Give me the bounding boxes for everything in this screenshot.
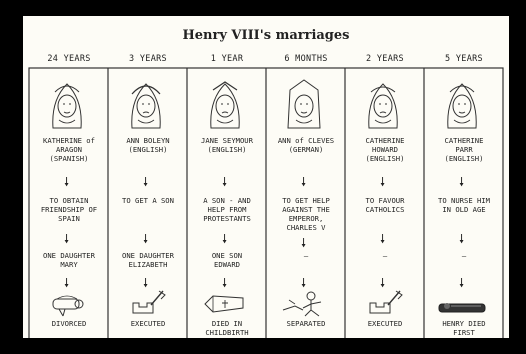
duration-label: 3 YEARS: [129, 54, 167, 64]
queen-portrait-icon: [284, 78, 324, 130]
queen-portrait-icon: [363, 78, 403, 130]
duration-label: 24 YEARS: [47, 54, 91, 64]
wife-name: KATHERINE of ARAGON (SPANISH): [43, 136, 95, 163]
grid-lines: [23, 16, 509, 338]
marriage-fate: SEPARATED: [286, 319, 326, 328]
diagram-page: [23, 16, 509, 338]
duration-label: 6 MONTHS: [284, 54, 328, 64]
queen-portrait-icon: [442, 78, 482, 130]
children-result: —: [382, 251, 388, 260]
duration-label: 5 YEARS: [445, 54, 483, 64]
children-result: —: [461, 251, 467, 260]
arrow-down-icon: 🠗: [380, 232, 386, 246]
marriage-reason: TO FAVOUR CATHOLICS: [365, 196, 405, 214]
marriage-fate: HENRY DIED FIRST: [442, 319, 486, 337]
arrow-down-icon: 🠗: [64, 232, 70, 246]
arrow-down-icon: 🠗: [301, 276, 307, 290]
marriage-fate: DIVORCED: [51, 319, 87, 328]
arrow-down-icon: 🠗: [64, 276, 70, 290]
arrow-down-icon: 🠗: [222, 232, 228, 246]
arrow-down-icon: 🠗: [222, 175, 228, 189]
wife-name: CATHERINE PARR (ENGLISH): [444, 136, 484, 163]
execution-block-icon: [127, 289, 167, 317]
wife-name: ANN of CLEVES (GERMAN): [277, 136, 335, 154]
duration-label: 2 YEARS: [366, 54, 404, 64]
coffin-icon: [203, 292, 247, 316]
marriage-fate: EXECUTED: [367, 319, 403, 328]
queen-portrait-icon: [205, 78, 245, 130]
wife-name: ANN BOLEYN (ENGLISH): [126, 136, 170, 154]
queen-portrait-icon: [47, 78, 87, 130]
arrow-down-icon: 🠗: [64, 175, 70, 189]
arrow-down-icon: 🠗: [380, 175, 386, 189]
tomb-effigy-icon: [437, 298, 487, 316]
children-result: ONE DAUGHTER MARY: [43, 251, 95, 269]
arrow-down-icon: 🠗: [143, 276, 149, 290]
wife-name: JANE SEYMOUR (ENGLISH): [201, 136, 253, 154]
marriage-reason: A SON - AND HELP FROM PROTESTANTS: [203, 196, 251, 223]
marriage-reason: TO GET A SON: [122, 196, 174, 205]
marriage-fate: EXECUTED: [130, 319, 166, 328]
arrow-down-icon: 🠗: [301, 175, 307, 189]
marriage-fate: DIED IN CHILDBIRTH: [205, 319, 249, 337]
arrow-down-icon: 🠗: [143, 232, 149, 246]
diagram-title: Henry VIII's marriages: [182, 28, 350, 43]
arrow-down-icon: 🠗: [459, 276, 465, 290]
kicked-figure-icon: [281, 288, 329, 318]
arrow-down-icon: 🠗: [143, 175, 149, 189]
arrow-down-icon: 🠗: [459, 175, 465, 189]
arrow-down-icon: 🠗: [301, 236, 307, 250]
marriage-reason: TO NURSE HIM IN OLD AGE: [438, 196, 490, 214]
children-result: —: [303, 251, 309, 260]
duration-label: 1 YEAR: [210, 54, 244, 64]
arrow-down-icon: 🠗: [459, 232, 465, 246]
scroll-icon: [49, 291, 87, 317]
marriage-reason: TO GET HELP AGAINST THE EMPEROR, CHARLES V: [282, 196, 330, 232]
arrow-down-icon: 🠗: [380, 276, 386, 290]
wife-name: CATHERINE HOWARD (ENGLISH): [365, 136, 405, 163]
children-result: ONE SON EDWARD: [211, 251, 243, 269]
arrow-down-icon: 🠗: [222, 276, 228, 290]
queen-portrait-icon: [126, 78, 166, 130]
children-result: ONE DAUGHTER ELIZABETH: [122, 251, 174, 269]
marriage-reason: TO OBTAIN FRIENDSHIP OF SPAIN: [40, 196, 98, 223]
execution-block-icon: [364, 289, 404, 317]
